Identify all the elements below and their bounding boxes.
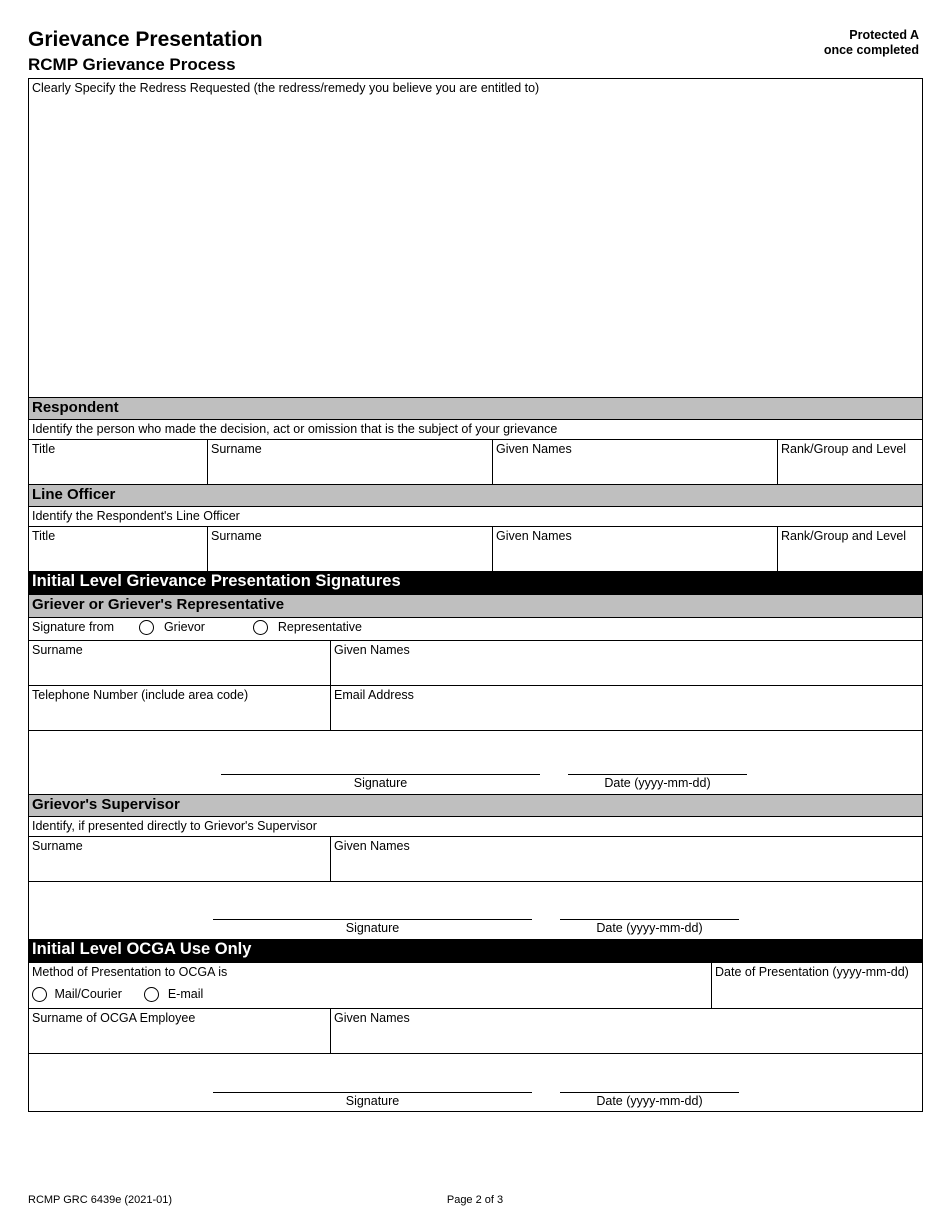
ocga-signature-label: Signature <box>345 1094 400 1108</box>
grievor-date-line[interactable] <box>568 774 747 775</box>
respondent-given-names-field[interactable] <box>492 439 777 484</box>
grievor-signature-label: Signature <box>353 776 408 790</box>
mail-courier-radio[interactable] <box>32 987 47 1002</box>
email-field[interactable] <box>330 685 922 730</box>
grievor-surname-label: Surname <box>32 643 83 657</box>
email-option-label: E-mail <box>167 987 204 1001</box>
representative-option-label: Representative <box>277 620 362 634</box>
grievor-date-label: Date (yyyy-mm-dd) <box>604 776 711 790</box>
ocga-given-names-label: Given Names <box>334 1011 410 1025</box>
grievor-option-label: Grievor <box>163 620 205 634</box>
ocga-surname-field[interactable] <box>29 1008 330 1053</box>
email-label: Email Address <box>334 688 414 702</box>
grievance-form <box>28 78 923 1112</box>
line-officer-given-names-label: Given Names <box>496 529 572 543</box>
form-number: RCMP GRC 6439e (2021-01) <box>28 1194 173 1206</box>
protected-line-2: once completed <box>823 43 919 57</box>
respondent-given-names-label: Given Names <box>496 442 572 456</box>
respondent-instruction: Identify the person who made the decision, act or omission that is the subject of your grievance <box>29 419 922 439</box>
signature-from-row <box>29 617 922 640</box>
ocga-date-line[interactable] <box>560 1092 739 1093</box>
respondent-surname-label: Surname <box>211 442 262 456</box>
ocga-given-names-field[interactable] <box>330 1008 922 1053</box>
grievor-surname-field[interactable] <box>29 640 330 685</box>
supervisor-signature-line[interactable] <box>213 919 532 920</box>
protected-notice <box>824 28 919 58</box>
line-officer-rank-label: Rank/Group and Level <box>781 529 907 543</box>
supervisor-given-names-field[interactable] <box>330 836 922 881</box>
supervisor-given-names-label: Given Names <box>334 839 410 853</box>
respondent-title-label: Title <box>32 442 56 456</box>
respondent-rank-field[interactable] <box>777 439 922 484</box>
ocga-surname-label: Surname of OCGA Employee <box>32 1011 196 1025</box>
supervisor-signature-area <box>29 881 922 939</box>
mail-courier-option-label: Mail/Courier <box>54 987 122 1001</box>
grievor-signature-line[interactable] <box>221 774 540 775</box>
ocga-signature-area <box>29 1053 922 1111</box>
signature-from-label: Signature from <box>32 620 114 634</box>
presentation-date-field[interactable] <box>711 963 922 1008</box>
line-officer-title-field[interactable] <box>29 526 207 571</box>
telephone-field[interactable] <box>29 685 330 730</box>
page-number: Page 2 of 3 <box>446 1194 504 1206</box>
supervisor-instruction: Identify, if presented directly to Grievor's Supervisor <box>29 816 922 836</box>
supervisor-signature-label: Signature <box>345 921 400 935</box>
protected-line-1: Protected A <box>849 28 919 42</box>
presentation-date-label: Date of Presentation (yyyy-mm-dd) <box>715 965 909 979</box>
grievor-rep-heading: Griever or Griever's Representative <box>29 595 922 617</box>
supervisor-surname-field[interactable] <box>29 836 330 881</box>
supervisor-heading: Grievor's Supervisor <box>29 794 922 816</box>
representative-radio[interactable] <box>253 620 268 635</box>
line-officer-surname-field[interactable] <box>207 526 492 571</box>
line-officer-title-label: Title <box>32 529 56 543</box>
supervisor-date-label: Date (yyyy-mm-dd) <box>596 921 703 935</box>
page-title: Grievance Presentation <box>28 28 263 51</box>
ocga-signature-line[interactable] <box>213 1092 532 1093</box>
page-subtitle: RCMP Grievance Process <box>28 55 236 74</box>
ocga-heading: Initial Level OCGA Use Only <box>29 939 922 963</box>
ocga-method-field <box>29 963 711 1008</box>
respondent-title-field[interactable] <box>29 439 207 484</box>
line-officer-heading: Line Officer <box>29 484 922 506</box>
signatures-heading: Initial Level Grievance Presentation Signatures <box>29 571 922 595</box>
redress-field[interactable] <box>29 79 922 397</box>
line-officer-rank-field[interactable] <box>777 526 922 571</box>
grievor-given-names-label: Given Names <box>334 643 410 657</box>
ocga-date-label: Date (yyyy-mm-dd) <box>596 1094 703 1108</box>
grievor-radio[interactable] <box>139 620 154 635</box>
line-officer-instruction: Identify the Respondent's Line Officer <box>29 506 922 526</box>
respondent-surname-field[interactable] <box>207 439 492 484</box>
supervisor-surname-label: Surname <box>32 839 83 853</box>
respondent-rank-label: Rank/Group and Level <box>781 442 907 456</box>
supervisor-date-line[interactable] <box>560 919 739 920</box>
email-radio[interactable] <box>144 987 159 1002</box>
line-officer-surname-label: Surname <box>211 529 262 543</box>
grievor-given-names-field[interactable] <box>330 640 922 685</box>
grievor-signature-area <box>29 730 922 794</box>
line-officer-given-names-field[interactable] <box>492 526 777 571</box>
redress-label: Clearly Specify the Redress Requested (the redress/remedy you believe you are entitled to) <box>32 81 540 95</box>
telephone-label: Telephone Number (include area code) <box>32 688 249 702</box>
ocga-method-label: Method of Presentation to OCGA is <box>32 965 228 979</box>
respondent-heading: Respondent <box>29 397 922 419</box>
